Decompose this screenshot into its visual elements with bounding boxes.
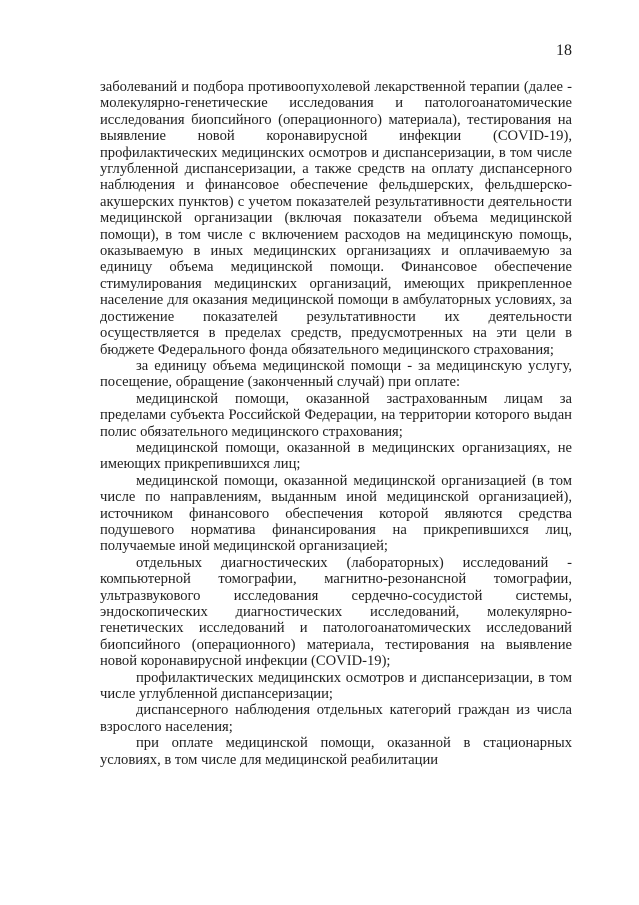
- paragraph-4: медицинской помощи, оказанной в медицинских организациях, не имеющих прикрепившихся лиц;: [100, 439, 572, 473]
- paragraph-6: отдельных диагностических (лабораторных) исследований - компьютерной томографии, магнитно-резонансной томографии, ультразвукового исследования сердечно-сосудистой системы, эндоскопических диагностических исследований, молекулярно-генетических исследований и патологоанатомических исследований биопсийного (операционного) материала, тестирования на выявление новой коронавирусной инфекции (COVID-19);: [100, 554, 572, 670]
- paragraph-9: при оплате медицинской помощи, оказанной в стационарных условиях, в том числе для медицинской реабилитации: [100, 735, 572, 768]
- paragraph-8: диспансерного наблюдения отдельных категорий граждан из числа взрослого населения;: [100, 702, 572, 735]
- document-body: [100, 79, 572, 768]
- paragraph-3: медицинской помощи, оказанной застрахованным лицам за пределами субъекта Российской Федерации, на территории которого выдан полис обязательного медицинского страхования;: [100, 390, 572, 440]
- paragraph-2: за единицу объема медицинской помощи - за медицинскую услугу, посещение, обращение (законченный случай) при оплате:: [100, 357, 572, 391]
- paragraph-7: профилактических медицинских осмотров и диспансеризации, в том числе углубленной диспансеризации;: [100, 669, 572, 703]
- page-number: 18: [556, 42, 572, 59]
- paragraph-5: медицинской помощи, оказанной медицинской организацией (в том числе по направлениям, выданным иной медицинской организацией), источником финансового обеспечения которой являются средства подушевого норматива финансирования на прикрепившихся лиц, получаемые иной медицинской организацией;: [100, 472, 572, 555]
- paragraph-1: заболеваний и подбора противоопухолевой лекарственной терапии (далее - молекулярно-генетические исследования и патологоанатомические исследования биопсийного (операционного) материала), тестирования на выявление новой коронавирусной инфекции (COVID-19), профилактических медицинских осмотров и диспансеризации, в том числе углубленной диспансеризации, а также средств на оплату диспансерного наблюдения и финансовое обеспечение фельдшерских, фельдшерско-акушерских пунктов) с учетом показателей результативности деятельности медицинской организации (включая показатели объема медицинской помощи), в том числе с включением расходов на медицинскую помощь, оказываемую в иных медицинских организациях и оплачиваемую за единицу объема медицинской помощи. Финансовое обеспечение стимулирования медицинских организаций, имеющих прикрепленное население для оказания медицинской помощи в амбулаторных условиях, за достижение показателей результативности их деятельности осуществляется в пределах средств, предусмотренных на эти цели в бюджете Федерального фонда обязательного медицинского страхования;: [100, 79, 572, 358]
